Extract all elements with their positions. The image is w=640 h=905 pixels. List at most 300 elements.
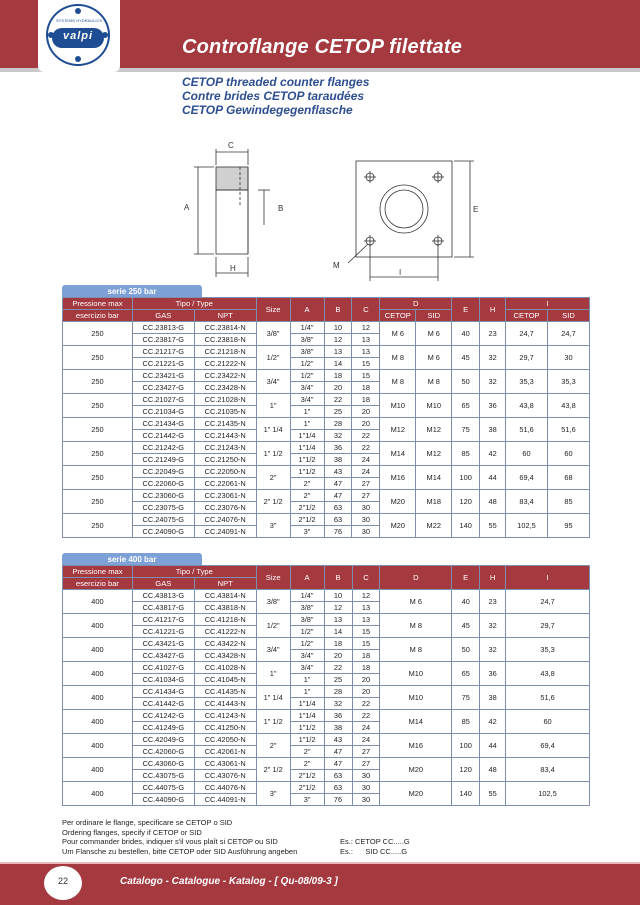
e-cell: 85 xyxy=(452,442,480,466)
pressure-cell: 250 xyxy=(63,394,133,418)
h-cell: 38 xyxy=(480,686,506,710)
c-cell: 20 xyxy=(352,674,380,686)
c-cell: 22 xyxy=(352,710,380,722)
dim-label-a: A xyxy=(184,203,190,212)
c-cell: 12 xyxy=(352,322,380,334)
order-notes xyxy=(62,818,297,856)
footer-catalog-text: Catalogo - Catalogue - Katalog - [ Qu-08/09-3 ] xyxy=(120,876,338,887)
gas-code-cell: CC.21242-G xyxy=(132,442,194,454)
gas-code-cell: CC.43075-G xyxy=(132,770,194,782)
col-e: E xyxy=(452,566,480,590)
b-cell: 36 xyxy=(324,710,352,722)
npt-code-cell: CC.23428-N xyxy=(194,382,256,394)
e-cell: 100 xyxy=(452,734,480,758)
gas-code-cell: CC.24075-G xyxy=(132,514,194,526)
gas-code-cell: CC.21034-G xyxy=(132,406,194,418)
a-cell: 2" xyxy=(290,746,324,758)
col-b: B xyxy=(324,298,352,322)
i-cetop-cell: 69,4 xyxy=(506,466,548,490)
e-cell: 50 xyxy=(452,370,480,394)
col-e: E xyxy=(452,298,480,322)
col-npt: NPT xyxy=(194,578,256,590)
size-cell: 2" xyxy=(256,734,290,758)
col-h: H xyxy=(480,298,506,322)
e-cell: 85 xyxy=(452,710,480,734)
pressure-cell: 400 xyxy=(63,614,133,638)
c-cell: 30 xyxy=(352,514,380,526)
b-cell: 25 xyxy=(324,406,352,418)
gas-code-cell: CC.41442-G xyxy=(132,698,194,710)
h-cell: 55 xyxy=(480,514,506,538)
b-cell: 47 xyxy=(324,478,352,490)
d-sid-cell: M22 xyxy=(416,514,452,538)
col-pressure: Pressione max xyxy=(63,566,133,578)
c-cell: 15 xyxy=(352,358,380,370)
a-cell: 3" xyxy=(290,794,324,806)
gas-code-cell: CC.41217-G xyxy=(132,614,194,626)
col-type: Tipo / Type xyxy=(132,298,256,310)
col-gas: GAS xyxy=(132,578,194,590)
npt-code-cell: CC.21243-N xyxy=(194,442,256,454)
c-cell: 20 xyxy=(352,418,380,430)
d-cetop-cell: M16 xyxy=(380,466,416,490)
b-cell: 32 xyxy=(324,698,352,710)
c-cell: 30 xyxy=(352,794,380,806)
col-gas: GAS xyxy=(132,310,194,322)
c-cell: 18 xyxy=(352,662,380,674)
npt-code-cell: CC.21250-N xyxy=(194,454,256,466)
gas-code-cell: CC.23817-G xyxy=(132,334,194,346)
npt-code-cell: CC.43818-N xyxy=(194,602,256,614)
i-sid-cell: 60 xyxy=(548,442,590,466)
npt-code-cell: CC.41028-N xyxy=(194,662,256,674)
npt-code-cell: CC.41435-N xyxy=(194,686,256,698)
pressure-cell: 250 xyxy=(63,490,133,514)
a-cell: 2"1/2 xyxy=(290,514,324,526)
a-cell: 3/8" xyxy=(290,602,324,614)
c-cell: 24 xyxy=(352,466,380,478)
b-cell: 76 xyxy=(324,526,352,538)
d-cell: M20 xyxy=(380,782,452,806)
pressure-cell: 400 xyxy=(63,638,133,662)
a-cell: 1"1/4 xyxy=(290,698,324,710)
npt-code-cell: CC.21443-N xyxy=(194,430,256,442)
logo-tagline: SYSTEMS HYDRAULICS xyxy=(55,18,102,23)
a-cell: 1" xyxy=(290,418,324,430)
size-cell: 1" xyxy=(256,662,290,686)
h-cell: 48 xyxy=(480,490,506,514)
b-cell: 63 xyxy=(324,514,352,526)
pressure-cell: 400 xyxy=(63,662,133,686)
dim-label-h: H xyxy=(230,264,236,273)
c-cell: 24 xyxy=(352,734,380,746)
gas-code-cell: CC.43060-G xyxy=(132,758,194,770)
a-cell: 1/4" xyxy=(290,322,324,334)
b-cell: 36 xyxy=(324,442,352,454)
i-cell: 24,7 xyxy=(506,590,590,614)
b-cell: 10 xyxy=(324,590,352,602)
col-type: Tipo / Type xyxy=(132,566,256,578)
table-row xyxy=(63,442,590,454)
pressure-cell: 400 xyxy=(63,590,133,614)
a-cell: 2" xyxy=(290,478,324,490)
b-cell: 63 xyxy=(324,502,352,514)
gas-code-cell: CC.24090-G xyxy=(132,526,194,538)
pressure-cell: 250 xyxy=(63,370,133,394)
npt-code-cell: CC.24091-N xyxy=(194,526,256,538)
a-cell: 3/4" xyxy=(290,394,324,406)
i-sid-cell: 43,8 xyxy=(548,394,590,418)
b-cell: 14 xyxy=(324,626,352,638)
i-cetop-cell: 102,5 xyxy=(506,514,548,538)
npt-code-cell: CC.23814-N xyxy=(194,322,256,334)
b-cell: 28 xyxy=(324,686,352,698)
gas-code-cell: CC.43813-G xyxy=(132,590,194,602)
i-cell: 51,6 xyxy=(506,686,590,710)
h-cell: 48 xyxy=(480,758,506,782)
table-row xyxy=(63,514,590,526)
a-cell: 2"1/2 xyxy=(290,770,324,782)
a-cell: 1/4" xyxy=(290,590,324,602)
b-cell: 47 xyxy=(324,490,352,502)
i-cell: 102,5 xyxy=(506,782,590,806)
a-cell: 3/4" xyxy=(290,650,324,662)
a-cell: 1" xyxy=(290,406,324,418)
b-cell: 20 xyxy=(324,382,352,394)
a-cell: 3/8" xyxy=(290,614,324,626)
size-cell: 1/2" xyxy=(256,346,290,370)
example-cetop: Es.: CETOP CC.....G xyxy=(340,837,410,846)
b-cell: 76 xyxy=(324,794,352,806)
npt-code-cell: CC.23818-N xyxy=(194,334,256,346)
i-cetop-cell: 35,3 xyxy=(506,370,548,394)
size-cell: 1" 1/2 xyxy=(256,442,290,466)
npt-code-cell: CC.23422-N xyxy=(194,370,256,382)
b-cell: 47 xyxy=(324,758,352,770)
b-cell: 38 xyxy=(324,454,352,466)
e-cell: 50 xyxy=(452,638,480,662)
gas-code-cell: CC.23060-G xyxy=(132,490,194,502)
subtitles xyxy=(182,75,369,117)
size-cell: 1" 1/4 xyxy=(256,418,290,442)
col-size: Size xyxy=(256,298,290,322)
npt-code-cell: CC.41045-N xyxy=(194,674,256,686)
c-cell: 27 xyxy=(352,478,380,490)
e-cell: 100 xyxy=(452,466,480,490)
col-d-sid: SID xyxy=(416,310,452,322)
gas-code-cell: CC.42060-G xyxy=(132,746,194,758)
subtitle-en: CETOP threaded counter flanges xyxy=(182,75,370,89)
table-row xyxy=(63,490,590,502)
table-row xyxy=(63,346,590,358)
logo-dot-icon xyxy=(75,8,81,14)
i-cetop-cell: 43,8 xyxy=(506,394,548,418)
gas-code-cell: CC.44090-G xyxy=(132,794,194,806)
pressure-cell: 250 xyxy=(63,346,133,370)
b-cell: 28 xyxy=(324,418,352,430)
c-cell: 12 xyxy=(352,590,380,602)
col-c: C xyxy=(352,566,380,590)
table-row xyxy=(63,322,590,334)
gas-code-cell: CC.42049-G xyxy=(132,734,194,746)
d-sid-cell: M 6 xyxy=(416,346,452,370)
a-cell: 1/2" xyxy=(290,638,324,650)
pressure-cell: 400 xyxy=(63,758,133,782)
i-cetop-cell: 60 xyxy=(506,442,548,466)
c-cell: 27 xyxy=(352,490,380,502)
npt-code-cell: CC.43422-N xyxy=(194,638,256,650)
npt-code-cell: CC.22061-N xyxy=(194,478,256,490)
logo-text: valpi xyxy=(62,30,94,42)
gas-code-cell: CC.21442-G xyxy=(132,430,194,442)
pressure-cell: 250 xyxy=(63,466,133,490)
i-sid-cell: 85 xyxy=(548,490,590,514)
i-cetop-cell: 29,7 xyxy=(506,346,548,370)
b-cell: 22 xyxy=(324,394,352,406)
d-cell: M 8 xyxy=(380,614,452,638)
npt-code-cell: CC.41222-N xyxy=(194,626,256,638)
a-cell: 3" xyxy=(290,526,324,538)
pressure-cell: 250 xyxy=(63,322,133,346)
b-cell: 43 xyxy=(324,466,352,478)
d-cell: M 8 xyxy=(380,638,452,662)
a-cell: 2"1/2 xyxy=(290,782,324,794)
pressure-cell: 250 xyxy=(63,442,133,466)
d-cell: M20 xyxy=(380,758,452,782)
col-pressure: Pressione max xyxy=(63,298,133,310)
d-cell: M10 xyxy=(380,686,452,710)
gas-code-cell: CC.21221-G xyxy=(132,358,194,370)
npt-code-cell: CC.43428-N xyxy=(194,650,256,662)
d-sid-cell: M10 xyxy=(416,394,452,418)
b-cell: 18 xyxy=(324,638,352,650)
i-sid-cell: 51,6 xyxy=(548,418,590,442)
col-i-cetop: CETOP xyxy=(506,310,548,322)
table-row xyxy=(63,710,590,722)
d-cell: M14 xyxy=(380,710,452,734)
c-cell: 18 xyxy=(352,650,380,662)
c-cell: 15 xyxy=(352,370,380,382)
page-title: Controflange CETOP filettate xyxy=(182,36,463,58)
c-cell: 30 xyxy=(352,502,380,514)
npt-code-cell: CC.41243-N xyxy=(194,710,256,722)
note-en: Ordering flanges, specify if CETOP or SID xyxy=(62,827,202,837)
a-cell: 1"1/2 xyxy=(290,454,324,466)
npt-code-cell: CC.43061-N xyxy=(194,758,256,770)
c-cell: 18 xyxy=(352,394,380,406)
b-cell: 63 xyxy=(324,782,352,794)
gas-code-cell: CC.23813-G xyxy=(132,322,194,334)
d-sid-cell: M12 xyxy=(416,418,452,442)
pressure-cell: 400 xyxy=(63,710,133,734)
d-sid-cell: M 6 xyxy=(416,322,452,346)
size-cell: 3/8" xyxy=(256,322,290,346)
size-cell: 1/2" xyxy=(256,614,290,638)
i-cell: 83,4 xyxy=(506,758,590,782)
i-sid-cell: 95 xyxy=(548,514,590,538)
a-cell: 1"1/2 xyxy=(290,722,324,734)
npt-code-cell: CC.21028-N xyxy=(194,394,256,406)
c-cell: 27 xyxy=(352,758,380,770)
npt-code-cell: CC.23061-N xyxy=(194,490,256,502)
subtitle-de: CETOP Gewindegegenflasche xyxy=(182,103,353,117)
npt-code-cell: CC.24076-N xyxy=(194,514,256,526)
npt-code-cell: CC.21218-N xyxy=(194,346,256,358)
gas-code-cell: CC.22049-G xyxy=(132,466,194,478)
npt-code-cell: CC.21222-N xyxy=(194,358,256,370)
note-de: Um Flansche zu bestellen, bitte CETOP oder SID Ausführung angeben xyxy=(62,846,298,856)
h-cell: 36 xyxy=(480,662,506,686)
h-cell: 55 xyxy=(480,782,506,806)
gas-code-cell: CC.21027-G xyxy=(132,394,194,406)
i-cell: 60 xyxy=(506,710,590,734)
gas-code-cell: CC.41221-G xyxy=(132,626,194,638)
a-cell: 1"1/4 xyxy=(290,430,324,442)
npt-code-cell: CC.41443-N xyxy=(194,698,256,710)
e-cell: 65 xyxy=(452,394,480,418)
d-cetop-cell: M14 xyxy=(380,442,416,466)
i-cell: 43,8 xyxy=(506,662,590,686)
c-cell: 22 xyxy=(352,698,380,710)
i-cetop-cell: 24,7 xyxy=(506,322,548,346)
c-cell: 30 xyxy=(352,782,380,794)
dim-label-m: M xyxy=(333,261,340,270)
col-d: D xyxy=(380,566,452,590)
col-a: A xyxy=(290,298,324,322)
a-cell: 3/4" xyxy=(290,662,324,674)
size-cell: 3/4" xyxy=(256,370,290,394)
npt-code-cell: CC.23076-N xyxy=(194,502,256,514)
c-cell: 24 xyxy=(352,454,380,466)
logo-dot-icon xyxy=(75,56,81,62)
table-row xyxy=(63,466,590,478)
i-cetop-cell: 51,6 xyxy=(506,418,548,442)
a-cell: 2" xyxy=(290,758,324,770)
table-row xyxy=(63,758,590,770)
c-cell: 13 xyxy=(352,346,380,358)
h-cell: 42 xyxy=(480,710,506,734)
b-cell: 10 xyxy=(324,322,352,334)
d-cell: M16 xyxy=(380,734,452,758)
dim-label-c: C xyxy=(228,141,234,150)
a-cell: 1"1/4 xyxy=(290,442,324,454)
d-sid-cell: M18 xyxy=(416,490,452,514)
npt-code-cell: CC.41250-N xyxy=(194,722,256,734)
size-cell: 1" xyxy=(256,394,290,418)
i-cetop-cell: 83,4 xyxy=(506,490,548,514)
d-sid-cell: M12 xyxy=(416,442,452,466)
gas-code-cell: CC.43817-G xyxy=(132,602,194,614)
a-cell: 1"1/2 xyxy=(290,734,324,746)
table-row xyxy=(63,394,590,406)
npt-code-cell: CC.43814-N xyxy=(194,590,256,602)
c-cell: 15 xyxy=(352,638,380,650)
a-cell: 1/2" xyxy=(290,626,324,638)
size-cell: 3/8" xyxy=(256,590,290,614)
a-cell: 2" xyxy=(290,490,324,502)
d-cetop-cell: M 8 xyxy=(380,370,416,394)
table-row xyxy=(63,590,590,602)
i-cell: 69,4 xyxy=(506,734,590,758)
c-cell: 30 xyxy=(352,526,380,538)
pressure-cell: 400 xyxy=(63,782,133,806)
col-i: I xyxy=(506,566,590,590)
a-cell: 1"1/4 xyxy=(290,710,324,722)
h-cell: 44 xyxy=(480,466,506,490)
c-cell: 30 xyxy=(352,770,380,782)
c-cell: 18 xyxy=(352,382,380,394)
gas-code-cell: CC.41249-G xyxy=(132,722,194,734)
e-cell: 140 xyxy=(452,782,480,806)
i-sid-cell: 30 xyxy=(548,346,590,370)
b-cell: 43 xyxy=(324,734,352,746)
table-row xyxy=(63,614,590,626)
a-cell: 2"1/2 xyxy=(290,502,324,514)
c-cell: 20 xyxy=(352,406,380,418)
series-400-label: serie 400 bar xyxy=(62,553,202,567)
gas-code-cell: CC.21249-G xyxy=(132,454,194,466)
a-cell: 3/8" xyxy=(290,346,324,358)
h-cell: 32 xyxy=(480,346,506,370)
e-cell: 40 xyxy=(452,322,480,346)
d-cell: M10 xyxy=(380,662,452,686)
h-cell: 32 xyxy=(480,370,506,394)
logo xyxy=(38,0,120,72)
dim-label-e: E xyxy=(473,205,479,214)
size-cell: 3/4" xyxy=(256,638,290,662)
col-size: Size xyxy=(256,566,290,590)
table-row xyxy=(63,638,590,650)
page-number: 22 xyxy=(57,876,68,886)
b-cell: 63 xyxy=(324,770,352,782)
e-cell: 75 xyxy=(452,418,480,442)
e-cell: 45 xyxy=(452,614,480,638)
a-cell: 1" xyxy=(290,674,324,686)
subtitle-fr: Contre brides CETOP taraudées xyxy=(182,89,365,103)
i-sid-cell: 24,7 xyxy=(548,322,590,346)
d-cetop-cell: M 6 xyxy=(380,322,416,346)
pressure-cell: 250 xyxy=(63,418,133,442)
c-cell: 15 xyxy=(352,626,380,638)
c-cell: 22 xyxy=(352,430,380,442)
gas-code-cell: CC.41027-G xyxy=(132,662,194,674)
i-cell: 29,7 xyxy=(506,614,590,638)
gas-code-cell: CC.21217-G xyxy=(132,346,194,358)
d-cetop-cell: M 8 xyxy=(380,346,416,370)
col-pressure-sub: esercizio bar xyxy=(63,578,133,590)
c-cell: 13 xyxy=(352,602,380,614)
npt-code-cell: CC.21435-N xyxy=(194,418,256,430)
a-cell: 1/2" xyxy=(290,370,324,382)
npt-code-cell: CC.21035-N xyxy=(194,406,256,418)
h-cell: 23 xyxy=(480,322,506,346)
note-fr: Pour commander brides, indiquer s'il vous plaît si CETOP ou SID xyxy=(62,837,278,846)
example-sid: Es.: SID CC.....G xyxy=(340,846,408,856)
e-cell: 75 xyxy=(452,686,480,710)
e-cell: 120 xyxy=(452,490,480,514)
col-npt: NPT xyxy=(194,310,256,322)
col-b: B xyxy=(324,566,352,590)
h-cell: 32 xyxy=(480,614,506,638)
table-row xyxy=(63,370,590,382)
c-cell: 27 xyxy=(352,746,380,758)
pressure-cell: 250 xyxy=(63,514,133,538)
b-cell: 13 xyxy=(324,346,352,358)
npt-code-cell: CC.44091-N xyxy=(194,794,256,806)
technical-drawing xyxy=(170,135,490,285)
a-cell: 1/2" xyxy=(290,358,324,370)
series-250-label: serie 250 bar xyxy=(62,285,202,299)
